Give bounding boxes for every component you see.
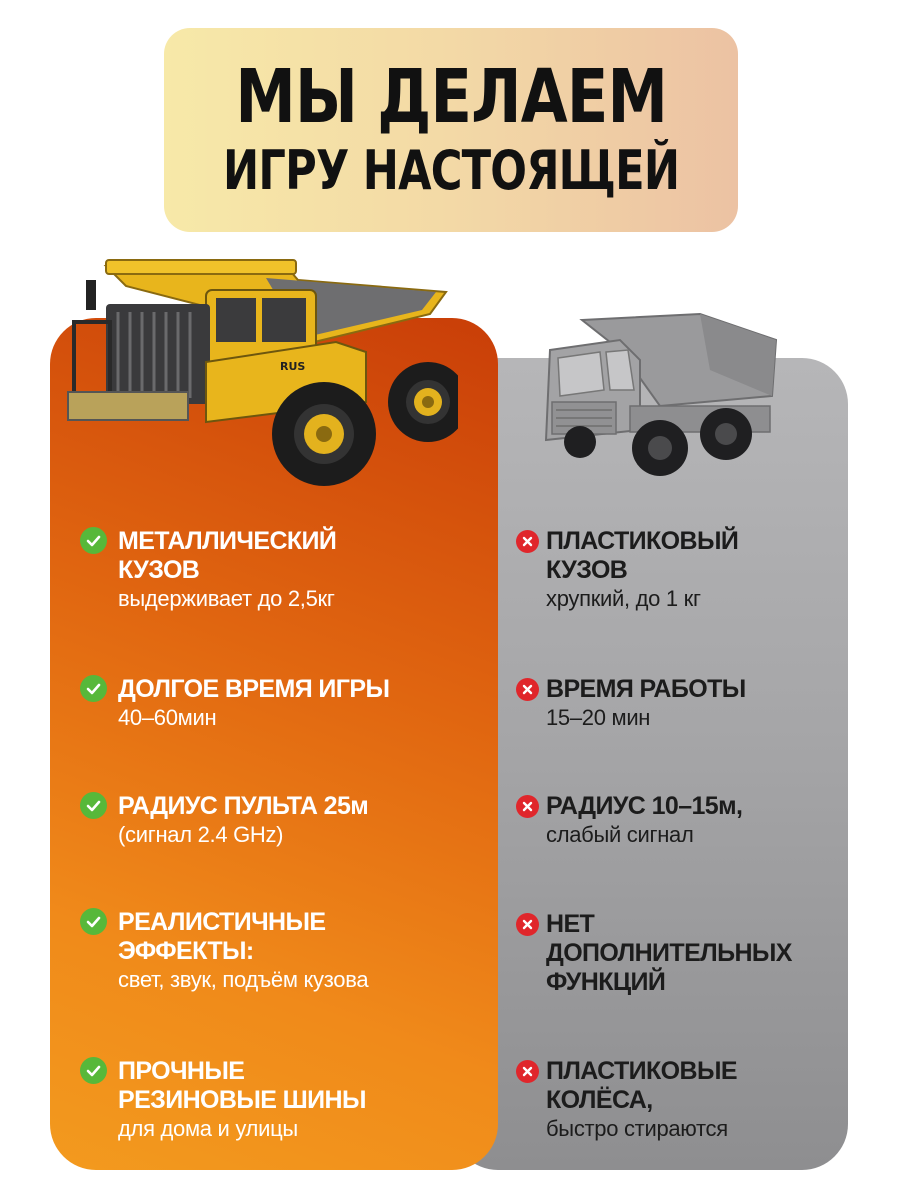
metal-feature-body	[118, 527, 336, 613]
feature-detail: для дома и улицы	[118, 1116, 298, 1141]
metal-feature-playtime	[118, 675, 389, 732]
feature-detail: 15–20 мин	[546, 705, 651, 730]
license-plate-label: RUS	[280, 360, 306, 373]
plastic-dump-truck-image	[540, 310, 788, 482]
feature-heading: ПЛАСТИКОВЫЕ	[546, 1057, 737, 1085]
check-icon	[80, 908, 107, 935]
feature-heading: ДОЛГОЕ ВРЕМЯ ИГРЫ	[118, 675, 390, 703]
feature-detail: выдерживает до 2,5кг	[118, 586, 335, 611]
metal-feature-range	[118, 792, 368, 849]
feature-heading: РЕЗИНОВЫЕ ШИНЫ	[118, 1086, 366, 1114]
check-icon	[80, 792, 107, 819]
title-line-2: ИГРУ НАСТОЯЩЕЙ	[222, 139, 680, 202]
metal-feature-effects	[118, 908, 368, 994]
check-icon	[80, 1057, 107, 1084]
feature-heading: ФУНКЦИЙ	[546, 968, 666, 996]
feature-heading: ДОПОЛНИТЕЛЬНЫХ	[546, 939, 792, 967]
plastic-feature-extras	[546, 910, 792, 997]
feature-detail: свет, звук, подъём кузова	[118, 967, 369, 992]
cross-icon	[516, 913, 539, 936]
feature-detail: быстро стираются	[546, 1116, 728, 1141]
feature-heading: КУЗОВ	[118, 556, 200, 584]
feature-heading: ПРОЧНЫЕ	[118, 1057, 245, 1085]
plastic-feature-runtime	[546, 675, 746, 732]
metal-dump-truck-image	[66, 252, 458, 492]
metal-feature-tires	[118, 1057, 366, 1143]
cross-icon	[516, 1060, 539, 1083]
cross-icon	[516, 530, 539, 553]
feature-heading: МЕТАЛЛИЧЕСКИЙ	[118, 527, 337, 555]
title-banner	[164, 28, 738, 232]
feature-detail: слабый сигнал	[546, 822, 694, 847]
feature-heading: КУЗОВ	[546, 556, 628, 584]
feature-heading: ПЛАСТИКОВЫЙ	[546, 527, 739, 555]
feature-heading: КОЛЁСА,	[546, 1086, 653, 1114]
title-line-1: МЫ ДЕЛАЕМ	[235, 54, 667, 140]
feature-heading: НЕТ	[546, 910, 595, 938]
check-icon	[80, 527, 107, 554]
feature-heading: РЕАЛИСТИЧНЫЕ	[118, 908, 326, 936]
feature-heading: ЭФФЕКТЫ:	[118, 937, 254, 965]
plastic-feature-range	[546, 792, 742, 849]
cross-icon	[516, 795, 539, 818]
check-icon	[80, 675, 107, 702]
cross-icon	[516, 678, 539, 701]
feature-detail: хрупкий, до 1 кг	[546, 586, 701, 611]
feature-heading: РАДИУС 10–15м,	[546, 792, 743, 820]
feature-heading: РАДИУС ПУЛЬТА 25м	[118, 792, 369, 820]
plastic-feature-body	[546, 527, 738, 613]
feature-detail: (сигнал 2.4 GHz)	[118, 822, 284, 847]
plastic-feature-wheels	[546, 1057, 737, 1143]
feature-detail: 40–60мин	[118, 705, 217, 730]
feature-heading: ВРЕМЯ РАБОТЫ	[546, 675, 746, 703]
